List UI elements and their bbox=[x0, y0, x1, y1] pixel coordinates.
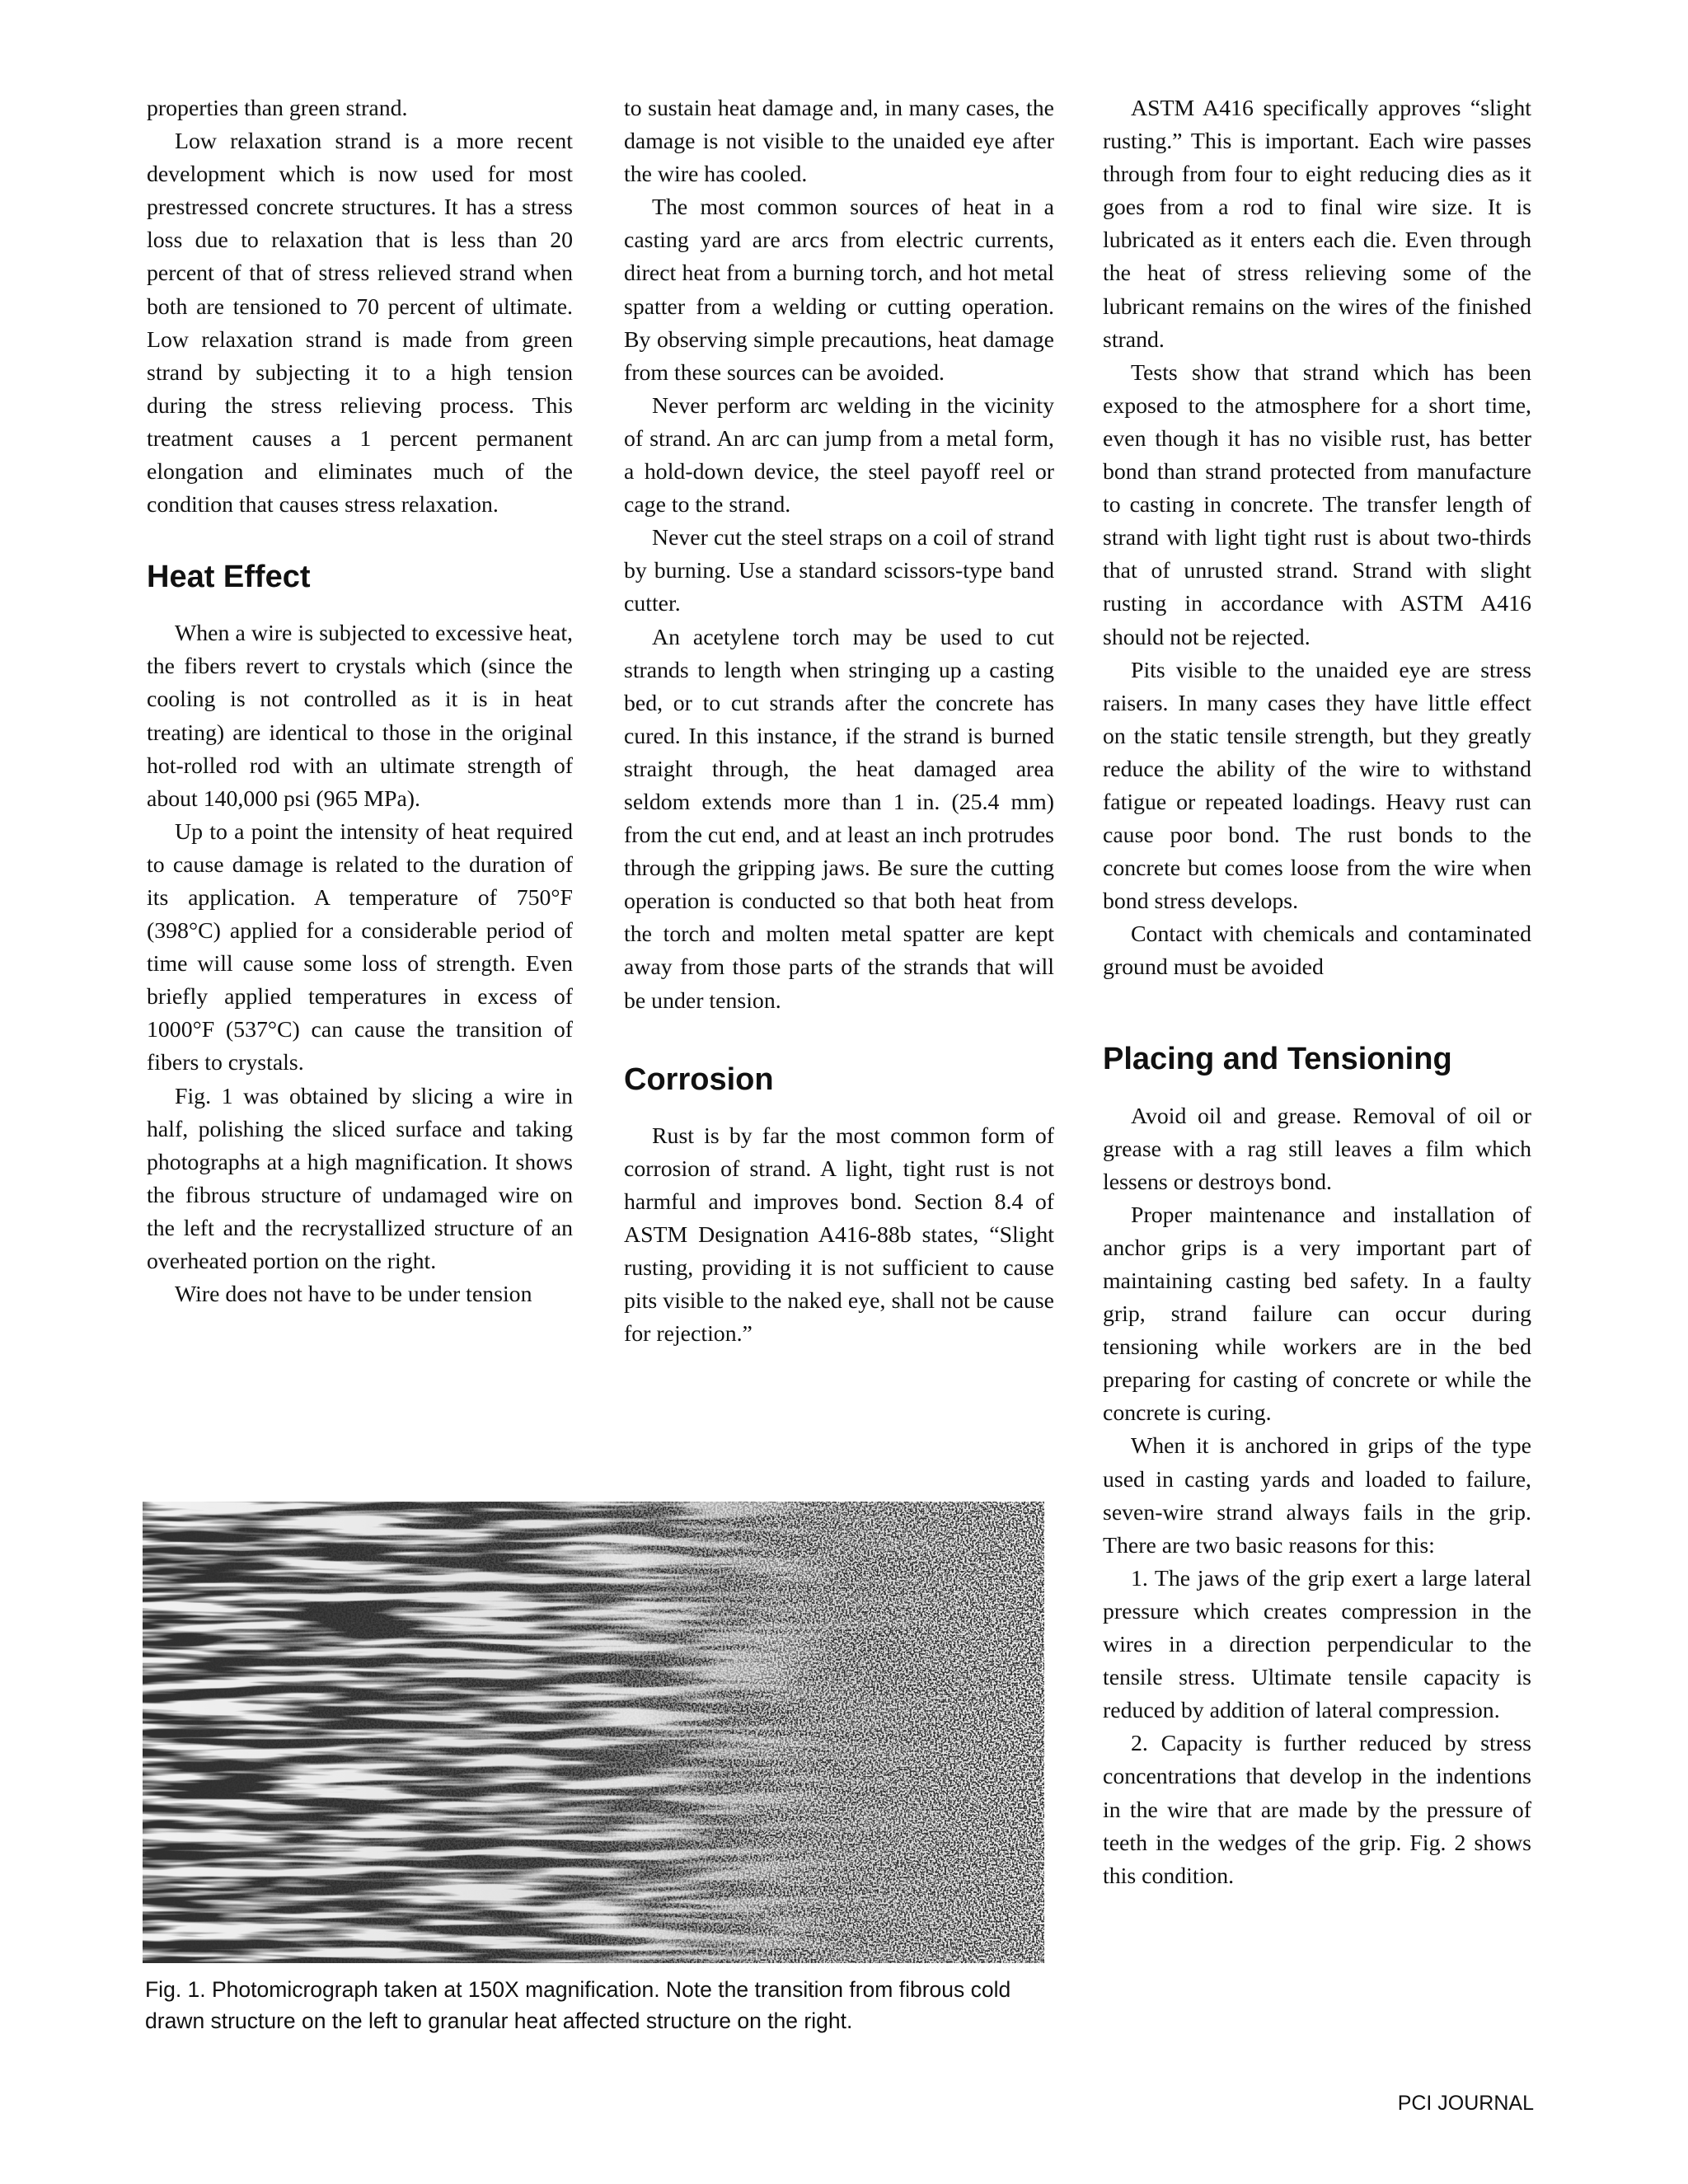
text-column-middle bbox=[624, 92, 1054, 1351]
heading-corrosion: Corrosion bbox=[624, 1062, 774, 1097]
paragraph-astm-rusting: ASTM A416 specifically approves “slight rusting.” This is important. Each wire passes through from four to eight reducing dies as it goes from a rod to final wire size. It is lubricated as it enters each die. Even through the heat of stress relieving some of the lubricant remains on the wires of the finished strand. bbox=[1103, 96, 1531, 353]
heading-heat-effect: Heat Effect bbox=[147, 560, 311, 595]
paragraph-acetylene-torch: An acetylene torch may be used to cut strands to length when stringing up a casting bed, or to cut strands after the concrete has cured. In this instance, if the strand is burned straight through, the heat damaged area seldom extends more than 1 in. (25.4 mm) from the cut end, and at least an inch protrudes through the gripping jaws. Be sure the cutting operation is conducted so that both heat from the torch and molten metal spatter are kept away from those parts of the strands that will be under tension. bbox=[624, 624, 1054, 1014]
paragraph-low-relaxation: Low relaxation strand is a more recent development which is now used for most prestressed concrete structures. It has a stress loss due to relaxation that is less than 20 percent of that of stress relieved strand when both are tensioned to 70 percent of ultimate. Low relaxation strand is made from green strand by subjecting it to a high tension during the stress relieving process. This treatment causes a 1 percent permanent elongation and eliminates much of the condition that causes stress relaxation. bbox=[147, 129, 573, 518]
journal-footer: PCI JOURNAL bbox=[1397, 2092, 1534, 2115]
paragraph-pits: Pits visible to the unaided eye are stress raisers. In many cases they have little effect on the static tensile strength, but they greatly reduce the ability of the wire to withstand fatigue or repeated loadings. Heavy rust can cause poor bond. The rust bonds to the concrete but comes loose from the wire when bond stress develops. bbox=[1103, 657, 1531, 915]
heading-placing-tensioning: Placing and Tensioning bbox=[1103, 1041, 1452, 1076]
paragraph-bond-tests: Tests show that strand which has been exposed to the atmosphere for a short time, even though it has no visible rust, has better bond than strand protected from manufacture to casting in concrete. The transfer length of strand with light tight rust is about two-thirds that of unrusted strand. Strand with slight rusting in accordance with ASTM A416 should not be rejected. bbox=[1103, 359, 1531, 650]
paragraph-heat-sources: The most common sources of heat in a casting yard are arcs from electric currents, direct heat from a burning torch, and hot metal spatter from a welding or cutting operation. By observing simple precautions, heat damage from these sources can be avoided. bbox=[624, 194, 1054, 386]
paragraph-chemicals: Contact with chemicals and contaminated ground must be avoided bbox=[1103, 921, 1531, 981]
paragraph-grip-maintenance: Proper maintenance and installation of anchor grips is a very important part of maintaining casting bed safety. In a faulty grip, strand failure can occur during tensioning while workers are in the bed preparing for casting of concrete or while the concrete is curing. bbox=[1103, 1202, 1531, 1427]
list-item-reason-1: 1. The jaws of the grip exert a large lateral pressure which creates compression in the wires in a direction perpendicular to the tensile stress. Ultimate tensile capacity is reduced by addition of lateral compression. bbox=[1103, 1565, 1531, 1724]
text-column-left bbox=[147, 92, 573, 1311]
list-item-reason-2: 2. Capacity is further reduced by stress concentrations that develop in the indentions in the wire that are made by the pressure of teeth in the wedges of the grip. Fig. 2 shows this condition. bbox=[1103, 1731, 1531, 1889]
paragraph-fig1-description: Fig. 1 was obtained by slicing a wire in half, polishing the sliced surface and taking photographs at a high magnification. It shows the fibrous structure of undamaged wire on the left and the recrystallized structure of an overheated portion on the right. bbox=[147, 1083, 573, 1274]
paragraph-green-strand-end: properties than green strand. bbox=[147, 96, 408, 121]
text-column-right bbox=[1103, 92, 1531, 1893]
paragraph-heat-excessive: When a wire is subjected to excessive heat, the fibers revert to crystals which (since the cooling is not controlled as it is in heat treating) are identical to those in the original hot-rolled rod with an ultimate strength of about 140,000 psi (965 MPa). bbox=[147, 621, 573, 812]
paragraph-wire-tension: Wire does not have to be under tension bbox=[175, 1282, 532, 1308]
paragraph-oil-grease: Avoid oil and grease. Removal of oil or grease with a rag still leaves a film which lessens or destroys bond. bbox=[1103, 1103, 1531, 1195]
paragraph-steel-straps: Never cut the steel straps on a coil of strand by burning. Use a standard scissors-type band cutter. bbox=[624, 525, 1054, 617]
paragraph-heat-intensity: Up to a point the intensity of heat required to cause damage is related to the duration of its application. A temperature of 750°F (398°C) applied for a considerable period of time will cause some loss of strength. Even briefly applied temperatures in excess of 1000°F (537°C) can cause the transition of fibers to crystals. bbox=[147, 818, 573, 1076]
paragraph-heat-damage-continued: to sustain heat damage and, in many cases, the damage is not visible to the unaided eye after the wire has cooled. bbox=[624, 96, 1054, 188]
paragraph-grip-anchoring: When it is anchored in grips of the type used in casting yards and loaded to failure, seven-wire strand always fails in the grip. There are two basic reasons for this: bbox=[1103, 1433, 1531, 1558]
photomicrograph-image bbox=[143, 1502, 1044, 1963]
paragraph-arc-welding: Never perform arc welding in the vicinity of strand. An arc can jump from a metal form, a hold-down device, the steel payoff reel or cage to the strand. bbox=[624, 392, 1054, 518]
paragraph-rust: Rust is by far the most common form of corrosion of strand. A light, tight rust is not harmful and improves bond. Section 8.4 of ASTM Designation A416-88b states, “Slight rusting, providing it is not sufficient to cause pits visible to the naked eye, shall not be cause for rejection.” bbox=[624, 1122, 1054, 1347]
photomicrograph-figure bbox=[143, 1502, 1044, 1963]
figure-caption: Fig. 1. Photomicrograph taken at 150X magnification. Note the transition from fibrous cold drawn structure on the left to granular heat affected structure on the right. bbox=[145, 1977, 1011, 2033]
